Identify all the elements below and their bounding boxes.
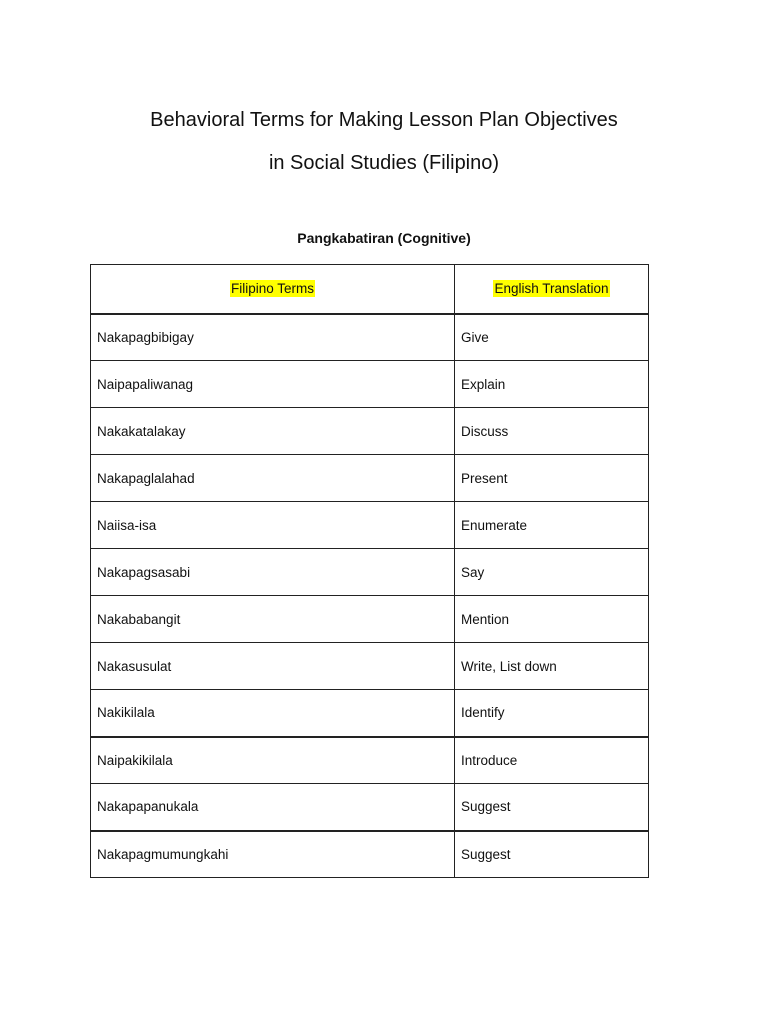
english-translation-cell: Introduce [455, 737, 649, 784]
table-row [91, 314, 649, 361]
table-header-row [91, 265, 649, 314]
filipino-term-cell: Nakapaglalahad [91, 455, 455, 502]
section-heading: Pangkabatiran (Cognitive) [297, 230, 471, 246]
header-filipino-terms [91, 265, 455, 314]
filipino-term-cell: Nakakatalakay [91, 408, 455, 455]
english-translation-cell: Discuss [455, 408, 649, 455]
english-translation-cell: Explain [455, 361, 649, 408]
table-row [91, 549, 649, 596]
table-row [91, 643, 649, 690]
table-row [91, 784, 649, 831]
filipino-term-cell: Naipakikilala [91, 737, 455, 784]
english-translation-cell: Identify [455, 690, 649, 737]
table-row [91, 361, 649, 408]
table-row [91, 596, 649, 643]
document-title-line-1: Behavioral Terms for Making Lesson Plan Objectives [150, 109, 618, 131]
header-english-translation [455, 265, 649, 314]
english-translation-cell: Present [455, 455, 649, 502]
filipino-term-cell: Nakababangit [91, 596, 455, 643]
header-label: Filipino Terms [230, 281, 315, 297]
table-row [91, 690, 649, 737]
filipino-term-cell: Nakikilala [91, 690, 455, 737]
english-translation-cell: Give [455, 314, 649, 361]
terms-table [90, 264, 649, 878]
filipino-term-cell: Nakapagsasabi [91, 549, 455, 596]
filipino-term-cell: Nakapagmumungkahi [91, 831, 455, 878]
english-translation-cell: Say [455, 549, 649, 596]
table-row [91, 455, 649, 502]
table-row [91, 831, 649, 878]
english-translation-cell: Suggest [455, 831, 649, 878]
filipino-term-cell: Naiisa-isa [91, 502, 455, 549]
table-row [91, 737, 649, 784]
english-translation-cell: Enumerate [455, 502, 649, 549]
filipino-term-cell: Nakasusulat [91, 643, 455, 690]
filipino-term-cell: Nakapapanukala [91, 784, 455, 831]
document-title-line-2: in Social Studies (Filipino) [268, 152, 500, 174]
english-translation-cell: Suggest [455, 784, 649, 831]
english-translation-cell: Mention [455, 596, 649, 643]
filipino-term-cell: Nakapagbibigay [91, 314, 455, 361]
filipino-term-cell: Naipapaliwanag [91, 361, 455, 408]
table-row [91, 408, 649, 455]
table-row [91, 502, 649, 549]
english-translation-cell: Write, List down [455, 643, 649, 690]
header-label: English Translation [494, 281, 609, 297]
